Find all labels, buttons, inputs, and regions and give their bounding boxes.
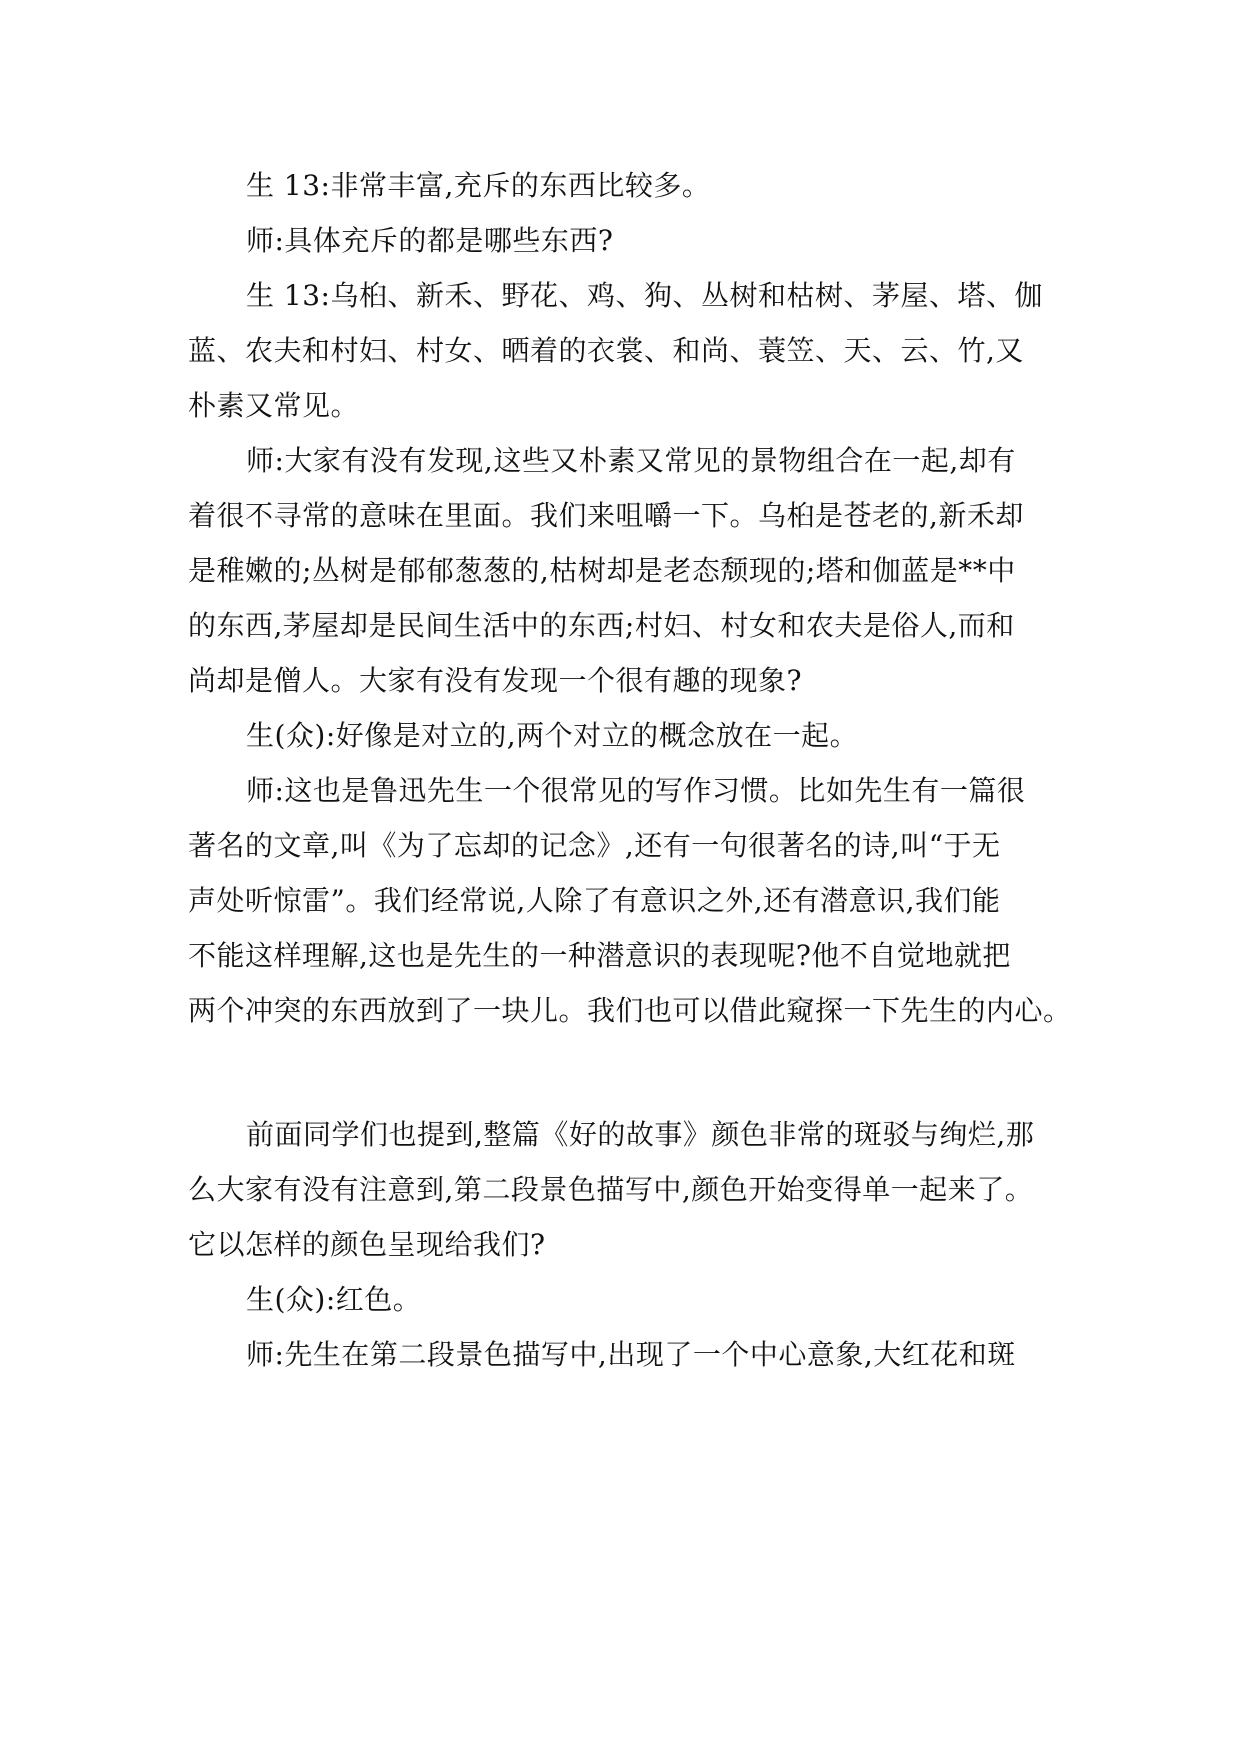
document-body [188, 158, 1072, 1382]
text-line: 前面同学们也提到,整篇《好的故事》颜色非常的斑驳与绚烂,那 [246, 1118, 1035, 1151]
text-line: 两个冲突的东西放到了一块儿。我们也可以借此窥探一下先生的内心。 [188, 994, 1072, 1027]
text-line: 朴素又常见。 [188, 389, 360, 422]
text-line: 蓝、农夫和村妇、村女、晒着的衣裳、和尚、蓑笠、天、云、竹,又 [188, 334, 1024, 367]
text-line: 声处听惊雷”。我们经常说,人除了有意识之外,还有潜意识,我们能 [188, 884, 1001, 917]
text-line: 的东西,茅屋却是民间生活中的东西;村妇、村女和农夫是俗人,而和 [188, 609, 1015, 642]
paragraph-gap [188, 1038, 1068, 1107]
text-line: 生 13:非常丰富,充斥的东西比较多。 [246, 169, 711, 202]
text-line: 不能这样理解,这也是先生的一种潜意识的表现呢?他不自觉地就把 [188, 939, 1011, 972]
text-line: 生 13:乌桕、新禾、野花、鸡、狗、丛树和枯树、茅屋、塔、伽 [246, 279, 1043, 312]
text-line: 着很不寻常的意味在里面。我们来咀嚼一下。乌桕是苍老的,新禾却 [188, 499, 1024, 532]
text-line: 它以怎样的颜色呈现给我们? [188, 1228, 546, 1261]
text-line: 师:这也是鲁迅先生一个很常见的写作习惯。比如先生有一篇很 [246, 774, 1026, 807]
text-line: 生(众):红色。 [246, 1283, 422, 1316]
text-line: 著名的文章,叫《为了忘却的记念》,还有一句很著名的诗,叫“于无 [188, 829, 1001, 862]
text-line: 尚却是僧人。大家有没有发现一个很有趣的现象? [188, 664, 803, 697]
text-line: 生(众):好像是对立的,两个对立的概念放在一起。 [246, 719, 859, 752]
text-line: 师:具体充斥的都是哪些东西? [246, 224, 614, 257]
text-line: 师:先生在第二段景色描写中,出现了一个中心意象,大红花和斑 [246, 1338, 1016, 1371]
text-line: 师:大家有没有发现,这些又朴素又常见的景物组合在一起,却有 [246, 444, 1016, 477]
text-line: 么大家有没有注意到,第二段景色描写中,颜色开始变得单一起来了。 [188, 1173, 1034, 1206]
text-line: 是稚嫩的;丛树是郁郁葱葱的,枯树却是老态颓现的;塔和伽蓝是**中 [188, 554, 1016, 587]
